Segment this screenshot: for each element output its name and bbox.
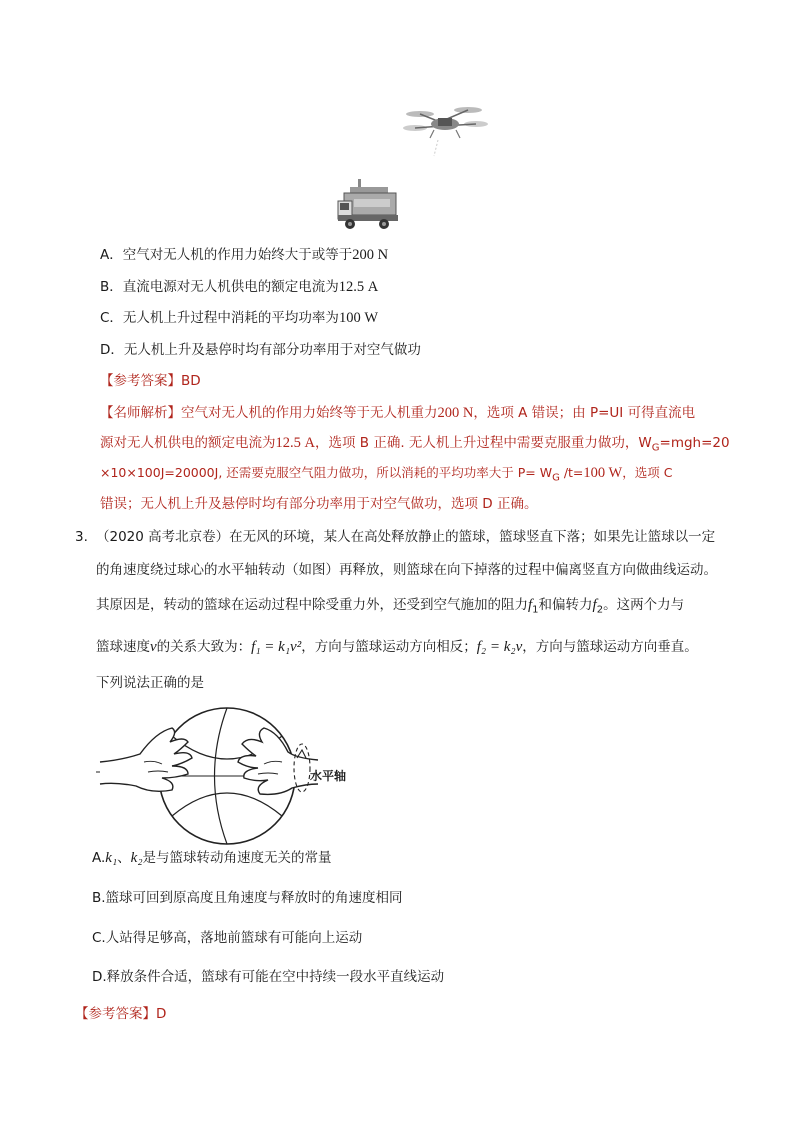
option-b: B．直流电源对无人机供电的额定电流为12.5 A <box>100 279 379 295</box>
option-d: D．无人机上升及悬停时均有部分功率用于对空气做功 <box>100 342 421 358</box>
drone-figure <box>400 100 490 160</box>
analysis-line-2: 源对无人机供电的额定电流为12.5 A，选项 B 正确. 无人机上升过程中需要克服重力做功，$W_G=mgh=20$ <box>100 435 730 454</box>
q3-number: 3. <box>75 529 88 545</box>
q3-option-c: C.人站得足够高，落地前篮球有可能向上运动 <box>92 930 363 946</box>
q3-option-d: D.释放条件合适，篮球有可能在空中持续一段水平直线运动 <box>92 969 445 985</box>
q3-answer: 【参考答案】D <box>75 1006 167 1022</box>
analysis-line-4: 错误；无人机上升及悬停时均有部分功率用于对空气做功，选项 D 正确。 <box>100 496 538 512</box>
q3-line-5: 下列说法正确的是 <box>96 675 204 691</box>
q3-line-4: 篮球速度v的关系大致为：f₁ = k₁v²，方向与篮球运动方向相反；f₂ = k₂v，方向与篮球运动方向垂直。 <box>96 639 698 655</box>
figure-label-horizontal-axis: 水平轴 <box>310 769 347 783</box>
truck-figure <box>336 177 404 233</box>
q3-option-b: B.篮球可回到原高度且角速度与释放时的角速度相同 <box>92 890 403 906</box>
answer-line: 【参考答案】BD <box>100 373 201 389</box>
q3-line-3: 其原因是，转动的篮球在运动过程中除受重力外，还受到空气施加的阻力$f_1$和偏转力$f_2$。这两个力与 <box>96 597 685 616</box>
analysis-line-1: 【名师解析】空气对无人机的作用力始终等于无人机重力200 N，选项 A 错误；由 P=UI 可得直流电 <box>100 405 696 421</box>
analysis-line-3: ×10×100J=20000J, 还需要克服空气阻力做功，所以消耗的平均功率大于 $P= W_G$ /t=100 W，选项 C <box>100 465 673 484</box>
option-c: C．无人机上升过程中消耗的平均功率为100 W <box>100 310 378 326</box>
option-a: A．空气对无人机的作用力始终大于或等于200 N <box>100 247 389 263</box>
q3-option-a: A.k₁、k₂是与篮球转动角速度无关的常量 <box>92 850 332 866</box>
q3-line-1: （2020 高考北京卷）在无风的环境，某人在高处释放静止的篮球，篮球竖直下落；如果先让篮球以一定 <box>96 529 716 545</box>
q3-line-2: 的角速度绕过球心的水平轴转动（如图）再释放，则篮球在向下掉落的过程中偏离竖直方向做曲线运动。 <box>96 562 717 578</box>
